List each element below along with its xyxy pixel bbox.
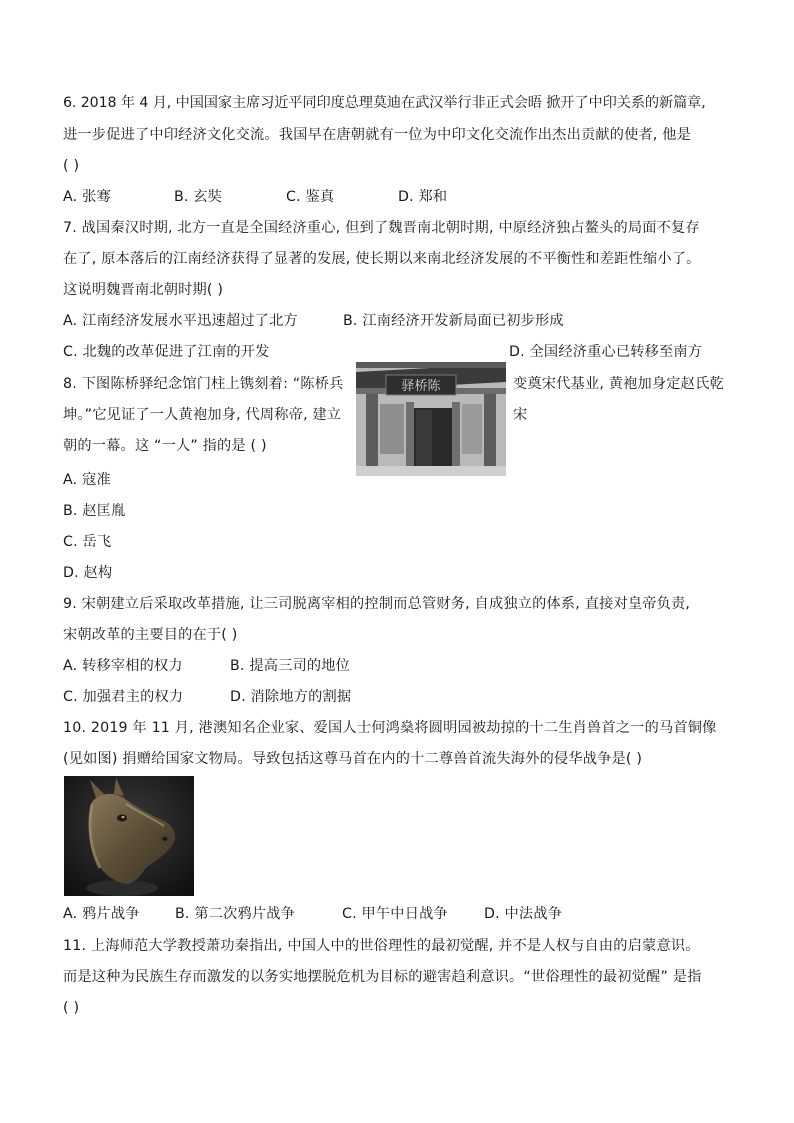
- q7-stem-line2: 在了, 原本落后的江南经济获得了显著的发展, 使长期以来南北经济发展的不平衡性和差距性缩小了。: [63, 251, 701, 267]
- q8-option-c[interactable]: C. 岳飞: [63, 534, 112, 550]
- q7-options-row2: [63, 342, 733, 362]
- q10-option-a[interactable]: A. 鸦片战争: [63, 906, 140, 922]
- q6-option-a[interactable]: A. 张骞: [63, 189, 111, 205]
- q8-stem-line3: 朝的一幕。这 “一人” 指的是 ( ): [63, 438, 267, 454]
- q8-stem-line2-right: 宋: [513, 407, 528, 423]
- q10-option-d[interactable]: D. 中法战争: [484, 906, 563, 922]
- q7-option-a[interactable]: A. 江南经济发展水平迅速超过了北方: [63, 313, 298, 329]
- q8-stem-line1-left: 8. 下图陈桥驿纪念馆门柱上镌刻着: “陈桥兵: [63, 376, 344, 392]
- q8-stem-line1-right: 变奠宋代基业, 黄袍加身定赵氏乾: [513, 376, 724, 392]
- q10-option-b[interactable]: B. 第二次鸦片战争: [175, 906, 296, 922]
- q6-answer-blank: ( ): [63, 158, 80, 174]
- q11-answer-blank: ( ): [63, 1000, 80, 1016]
- q6-stem-line2: 进一步促进了中印经济文化交流。我国早在唐朝就有一位为中印文化交流作出杰出贡献的使者, 他是: [63, 127, 692, 143]
- q7-option-b[interactable]: B. 江南经济开发新局面已初步形成: [343, 313, 564, 329]
- q9-stem-line1: 9. 宋朝建立后采取改革措施, 让三司脱离宰相的控制而总管财务, 自成独立的体系, 直接对皇帝负责,: [63, 596, 691, 612]
- q7-option-d[interactable]: D. 全国经济重心已转移至南方: [509, 344, 703, 360]
- q6-option-b[interactable]: B. 玄奘: [174, 189, 223, 205]
- q7-option-c[interactable]: C. 北魏的改革促进了江南的开发: [63, 344, 270, 360]
- q7-options-row1: [63, 311, 733, 331]
- q11-stem-line2: 而是这种为民族生存而激发的以务实地摆脱危机为目标的避害趋利意识。“世俗理性的最初觉醒” 是指: [63, 969, 702, 985]
- q9-stem-line2: 宋朝改革的主要目的在于( ): [63, 627, 238, 643]
- q9-option-a[interactable]: A. 转移宰相的权力: [63, 658, 183, 674]
- q8-option-a[interactable]: A. 寇准: [63, 472, 111, 488]
- q9-option-d[interactable]: D. 消除地方的割据: [230, 689, 352, 705]
- q6-option-c[interactable]: C. 鉴真: [286, 189, 335, 205]
- q10-stem-line1: 10. 2019 年 11 月, 港澳知名企业家、爱国人士何鸿燊将圆明园被劫掠的十二生肖兽首之一的马首铜像: [63, 720, 717, 736]
- q8-stem-line2-left: 坤。”它见证了一人黄袍加身, 代周称帝, 建立: [63, 407, 342, 423]
- q10-stem-line2: (见如图) 捐赠给国家文物局。导致包括这尊马首在内的十二尊兽首流失海外的侵华战争是( ): [63, 751, 643, 767]
- q6-options: [63, 187, 723, 207]
- q10-options: [63, 904, 683, 924]
- q9-options-row2: [63, 687, 663, 707]
- chenqiao-memorial-gate-photo: [356, 362, 506, 476]
- q9-options-row1: [63, 656, 663, 676]
- q11-stem-line1: 11. 上海师范大学教授萧功秦指出, 中国人中的世俗理性的最初觉醒, 并不是人权与自由的启蒙意识。: [63, 938, 700, 954]
- q6-stem-line1: 6. 2018 年 4 月, 中国国家主席习近平同印度总理莫迪在武汉举行非正式会晤 掀开了中印关系的新篇章,: [63, 95, 706, 111]
- q7-stem-line1: 7. 战国秦汉时期, 北方一直是全国经济重心, 但到了魏晋南北朝时期, 中原经济独占鳌头的局面不复存: [63, 220, 700, 236]
- q8-option-b[interactable]: B. 赵匡胤: [63, 503, 126, 519]
- q9-option-b[interactable]: B. 提高三司的地位: [230, 658, 351, 674]
- q6-option-d[interactable]: D. 郑和: [398, 189, 448, 205]
- q9-option-c[interactable]: C. 加强君主的权力: [63, 689, 184, 705]
- bronze-horse-head-photo: [64, 776, 194, 896]
- q10-option-c[interactable]: C. 甲午中日战争: [342, 906, 448, 922]
- memorial-sign-text: 驿桥陈: [401, 379, 441, 394]
- q7-stem-line3: 这说明魏晋南北朝时期( ): [63, 282, 224, 298]
- q8-option-d[interactable]: D. 赵构: [63, 565, 113, 581]
